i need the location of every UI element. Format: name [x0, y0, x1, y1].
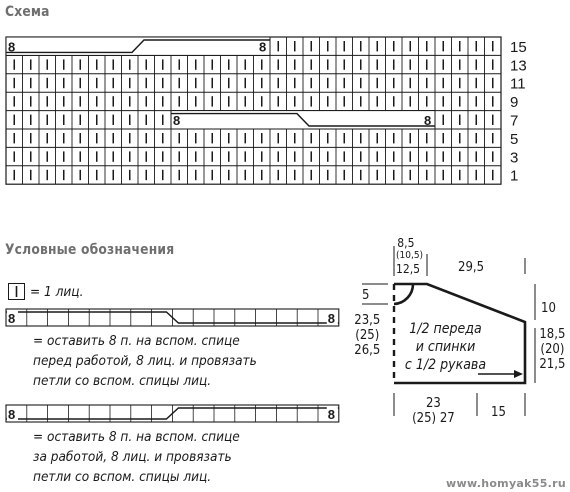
cable-stitch-count: 8	[424, 113, 432, 128]
legend-cable-right-symbol	[5, 308, 345, 328]
legend-knit-text: = 1 лиц.	[30, 284, 84, 300]
legend-cable-count: 8	[8, 311, 16, 326]
legend-cable-count: 8	[8, 407, 16, 422]
schematic-caption-line: с 1/2 рукава	[404, 357, 487, 373]
legend-cable-right-line: = оставить 8 п. на вспом. спице	[33, 333, 240, 349]
stitch-chart	[0, 0, 570, 210]
chart-row-number: 9	[510, 94, 519, 112]
watermark: www.homyak55.ru	[446, 477, 566, 490]
neck-width-value: (10,5)	[396, 250, 424, 261]
sleeve-bottom-label: 15	[491, 405, 506, 420]
sleeve-height-label	[538, 327, 567, 372]
legend-cable-left-symbol	[5, 404, 345, 424]
body-height-value: 26,5	[354, 343, 381, 358]
chart-row-number: 3	[510, 149, 519, 167]
shoulder-label: 29,5	[458, 260, 485, 275]
chart-row-number: 1	[510, 167, 519, 185]
neck-depth-label: 5	[362, 288, 370, 303]
legend-cable-left-text	[33, 427, 240, 487]
sleeve-slope-label: 10	[541, 301, 556, 316]
chart-row-number: 11	[510, 75, 526, 93]
legend-cable-right-line: перед работой, 8 лиц. и провязать	[33, 353, 257, 369]
cable-stitch-count: 8	[173, 113, 181, 128]
sleeve-height-value: 18,5	[539, 327, 566, 342]
neck-width-value: 12,5	[396, 262, 421, 276]
cable-stitch-count: 8	[8, 39, 16, 55]
legend-cable-left-line: = оставить 8 п. на вспом. спице	[33, 429, 240, 445]
cable-symbol	[6, 37, 270, 55]
legend-cable-count: 8	[327, 407, 336, 422]
chart-row-number: 13	[510, 57, 527, 75]
schematic-caption-line: и спинки	[415, 339, 476, 355]
legend-cable-count: 8	[327, 311, 336, 326]
sleeve-height-value: 21,5	[539, 357, 566, 372]
bottom-width-label	[410, 396, 457, 426]
chart-row-number: 7	[510, 112, 519, 130]
legend-cable-left-line: за работой, 8 лиц. и провязать	[33, 449, 232, 465]
neck-width-value: 8,5	[397, 236, 415, 250]
body-height-label	[352, 313, 383, 358]
neck-width-label	[396, 236, 424, 276]
bottom-width-value: (25) 27	[412, 411, 455, 426]
schematic-caption-line: 1/2 переда	[409, 321, 482, 337]
cable-symbol	[171, 111, 435, 129]
arrow-icon	[514, 370, 523, 378]
legend-cable-right-text	[33, 331, 257, 391]
cable-stitch-count: 8	[259, 39, 267, 55]
legend-cable-right-line: петли со вспом. спицы лиц.	[33, 373, 212, 389]
legend-cable-left-line: петли со вспом. спицы лиц.	[33, 469, 212, 485]
legend-title: Условные обозначения	[5, 242, 175, 258]
chart-row-number: 5	[510, 130, 519, 148]
chart-title: Схема	[5, 4, 50, 20]
sleeve-height-value: (20)	[540, 342, 565, 357]
body-height-value: 23,5	[354, 313, 381, 328]
body-height-value: (25)	[355, 328, 380, 343]
legend-knit-symbol	[8, 283, 28, 301]
chart-row-number: 15	[510, 38, 527, 56]
bottom-width-value: 23	[425, 396, 441, 411]
schematic-caption	[396, 320, 495, 374]
